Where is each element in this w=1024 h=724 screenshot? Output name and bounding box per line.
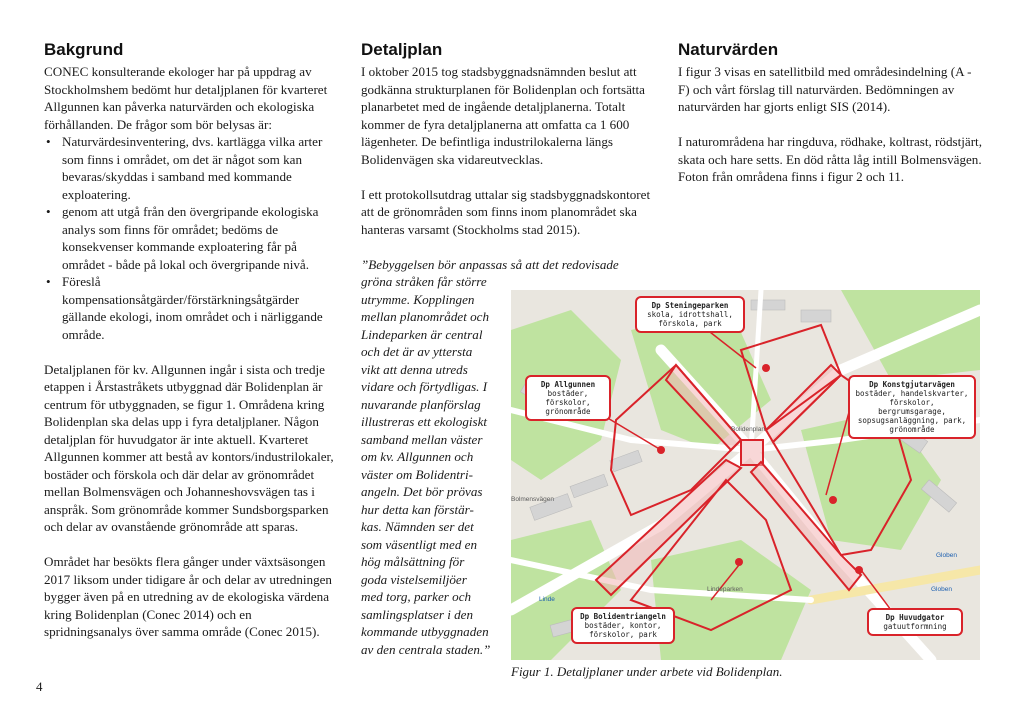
bullet-item: • genom att utgå från den övergripande ekologiska analys som finns för området; bedöms de konsekvenser kommande exploatering får på området - både på lokal och övergripande nivå. — [44, 203, 339, 273]
quote-line: mellan planområdet och — [361, 309, 490, 324]
quote-line: utrymme. Kopplingen — [361, 291, 475, 307]
quote-line: samlingsplatser i den — [361, 606, 474, 622]
quote-line: ”Bebyggelsen bör anpassas så att det redovisade — [361, 256, 619, 272]
quote-line: väster om Bolidentri- — [361, 466, 474, 482]
callout-title: Dp Bolidentriangeln — [580, 612, 666, 621]
heading-naturvarden: Naturvärden — [678, 40, 779, 59]
quote-line: med torg, parker och — [361, 589, 472, 604]
callout-title: Dp Huvudgator — [885, 613, 945, 622]
quote-line: nuvarande planförslag — [361, 396, 481, 412]
bullet-item: • Naturvärdesinventering, dvs. kartlägga vilka arter som finns i området, om det är något som kan bevaras/skyddas i samband med kommande exploatering. — [44, 133, 339, 203]
callout-title: Dp Konstgjutarvägen — [869, 380, 955, 389]
quote-line: vikt att denna utreds — [361, 361, 468, 377]
map-label-bolmensvagen: Bolmensvägen — [511, 496, 554, 503]
map-label-globen: Globen — [931, 586, 952, 593]
map-label-linde: Linde — [539, 596, 555, 603]
heading-detaljplan: Detaljplan — [361, 40, 443, 59]
quote-line: Lindeparken är central — [361, 326, 483, 342]
heading-bakgrund: Bakgrund — [44, 40, 124, 59]
paragraph-figur3: I figur 3 visas en satellitbild med områdesindelning (A - F) och vårt förslag till naturvärden. Bedömningen av naturvärden har gjorts enligt SIS (2014). — [678, 64, 972, 114]
map-label-lindeparken: Lindeparken — [707, 586, 743, 593]
quote-line: angeln. Det bör prövas — [361, 484, 483, 499]
callout-konstgjutar — [848, 375, 976, 439]
column-naturvarden — [678, 40, 983, 203]
callout-body: gatuutformning — [883, 622, 947, 631]
paragraph-intro: CONEC konsulterande ekologer har på uppdrag av Stockholmshem bedömt hur detaljplanen för kvarteret Allgunnen kan påverka naturvärden och ekologiska förhållanden. De frågor som bör belysas är: — [44, 64, 328, 132]
column-bakgrund — [44, 40, 339, 658]
callout-body: bostäder, förskolor, grönområde — [545, 389, 591, 416]
bullet-list — [44, 133, 339, 343]
paragraph-protokoll: I ett protokollsutdrag uttalar sig stadsbyggnadskontoret att de grönområden som finns inom planområdet ska hanteras varsamt (Stockholms stad 2015). — [361, 186, 651, 237]
paragraph-faglar: I naturområdena har ringduva, rödhake, koltrast, rödstjärt, skata och hare setts. En död råtta låg intill Bolmensvägen. Foton från områdena finns i figur 2 och 11. — [678, 134, 982, 184]
callout-body: bostäder, kontor, förskolor, park — [584, 621, 662, 639]
figure-map — [511, 290, 980, 660]
quote-line: vidare och förtydligas. I — [361, 379, 488, 394]
callout-huvudgator — [867, 608, 963, 636]
quote-line: illustreras ett ekologiskt — [361, 414, 488, 429]
quote-line: kommande utbyggnaden — [361, 624, 489, 639]
paragraph-detaljplanen: Detaljplanen för kv. Allgunnen ingår i sista och tredje etappen i Årstastråkets utbyggnad där Bolidenplan är centrum för utbyggnaden, se figur 1. Områdena kring Bolidenplan ska delas upp i fyra detaljplaner. Någon detaljplan för huvudgator är inte aktuell. Kvarteret Allgunnen kommer att bestå av kontors/industrilokaler, bostäder och förskola och där delar av grönområdet mellan Bolmensvägen och Johanneshovsvägen tas i anspråk. Som grönområde kommer Sundsborgsparken och delar av ovanstående grönområde att sparas. — [44, 361, 334, 534]
quote-line: och det är av yttersta — [361, 344, 473, 359]
callout-bolidentriangeln — [571, 607, 675, 644]
quote-line: samband mellan väster — [361, 431, 483, 447]
quote-line: kas. Nämnden ser det — [361, 519, 474, 534]
callout-body: skola, idrottshall, förskola, park — [647, 310, 733, 328]
map-svg — [511, 290, 980, 660]
figure-caption: Figur 1. Detaljplaner under arbete vid Bolidenplan. — [511, 664, 783, 679]
page-number: 4 — [36, 679, 43, 694]
quote-line: hur detta kan förstär- — [361, 501, 474, 517]
quote-line: som väsentligt med en — [361, 536, 478, 552]
quote-line: av den centrala staden.” — [361, 641, 491, 657]
callout-title: Dp Allgunnen — [540, 380, 596, 389]
paragraph-oktober: I oktober 2015 tog stadsbyggnadsnämnden beslut att godkänna strukturplanen för Bolidenplan och fortsätta planarbetet med de ingående detaljplanerna. Totalt kommer de fyra detaljplanerna att omfatta ca 1 600 lägenheter. De befintliga industrilokalerna längs Bolidenvägen ska vidareutvecklas. — [361, 64, 645, 167]
map-label-bolidenplan: Bolidenplan — [731, 426, 765, 433]
map-label-globen: Globen — [936, 552, 957, 559]
bullet-item: • Föreslå kompensationsåtgärder/förstärkningsåtgärder gällande ekologi, inom området och i närliggande område. — [44, 273, 339, 343]
quote-line: om kv. Allgunnen och — [361, 449, 474, 464]
callout-allgunnen — [525, 375, 611, 421]
quote-line: hög målsättning för — [361, 554, 465, 569]
quote-line: goda vistelsemiljöer — [361, 571, 467, 587]
callout-title: Dp Steningeparken — [651, 301, 729, 310]
callout-steninge — [635, 296, 745, 333]
quote-line: gröna stråken får större — [361, 274, 487, 289]
paragraph-omradet: Området har besökts flera gånger under växtsäsongen 2017 liksom under tidigare år och delar av utredningen bygger även på en utredning av de ekologiska värdena kring Bolidenplan (Conec 2014) och en spridningsanalys över samma område (Conec 2015). — [44, 554, 332, 639]
callout-body: bostäder, handelskvarter, förskolor, bergrumsgarage, sopsugsanläggning, park, grönområde — [855, 389, 969, 434]
